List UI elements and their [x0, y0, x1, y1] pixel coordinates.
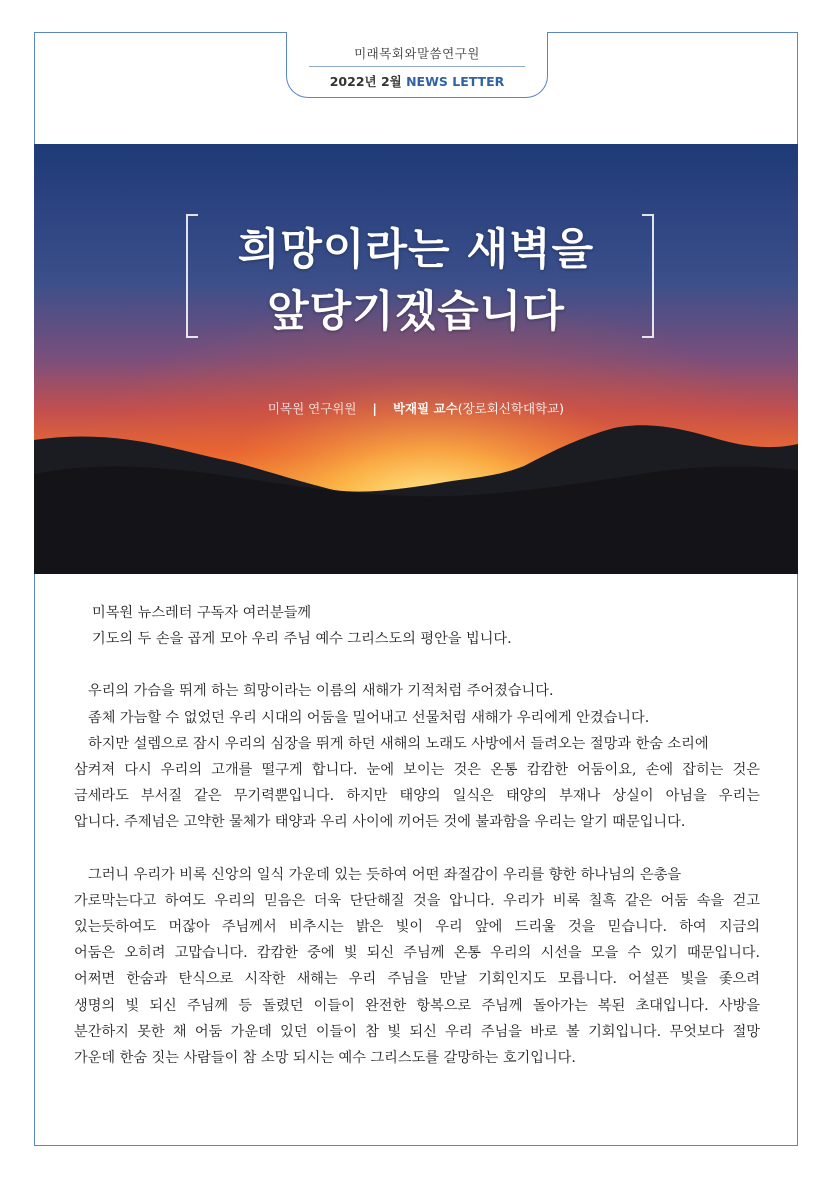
author-name: 박재필 교수: [392, 401, 458, 416]
body-line: 좀체 가늠할 수 없었던 우리 시대의 어둠을 밀어내고 선물처럼 새해가 우리에게 안겼습니다.: [88, 709, 650, 726]
body-line: 생명의 빛 되신 주님께 등 돌렸던 이들이 완전한 항복으로 주님께 돌아가는 복된 초대입니다. 사방을: [74, 997, 760, 1014]
greeting-paragraph: [88, 600, 760, 652]
body-line: 있는듯하여도 머잖아 주님께서 비추시는 밝은 빛이 우리 앞에 드리울 것을 믿습니다. 하여 지금의: [74, 919, 760, 936]
hero-banner: [34, 144, 798, 574]
body-line: 기도의 두 손을 곱게 모아 우리 주님 예수 그리스도의 평안을 빕니다.: [92, 631, 512, 648]
paragraph-2: [74, 862, 760, 1072]
body-line: 우리의 가슴을 뛰게 하는 희망이라는 이름의 새해가 기적처럼 주어졌습니다.: [88, 683, 554, 700]
article-body: [74, 600, 760, 1071]
body-line: 어둠은 오히려 고맙습니다. 캄캄한 중에 빛 되신 주님께 온통 우리의 시선을 모을 수 있기 때문입니다.: [74, 945, 760, 962]
body-line: 가운데 한숨 짓는 사람들이 참 소망 되시는 예수 그리스도를 갈망하는 호기입니다.: [74, 1050, 576, 1067]
author-affiliation: (장로회신학대학교): [457, 401, 565, 416]
author-role: 미목원 연구위원: [267, 401, 357, 416]
issue-label: NEWS LETTER: [406, 74, 505, 89]
body-line: 분간하지 못한 채 어둠 가운데 있던 이들이 참 빛 되신 우리 주님을 바로 볼 기회입니다. 무엇보다 절망: [74, 1023, 760, 1040]
article-title-line1: 희망이라는 새벽을: [237, 225, 595, 275]
issue-line: [287, 72, 547, 90]
body-line: 압니다. 주제넘은 고약한 물체가 태양과 우리 사이에 끼어든 것에 불과함을 우리는 알기 때문입니다.: [74, 814, 686, 831]
author-byline: [34, 399, 798, 417]
body-line: 삼켜져 다시 우리의 고개를 떨구게 합니다. 눈에 보이는 것은 온통 캄캄한 어둠이요, 손에 잡히는 것은: [74, 762, 760, 779]
sunset-mountain-image: [34, 144, 798, 574]
body-line: 미목원 뉴스레터 구독자 여러분들께: [92, 605, 312, 621]
body-line: 하지만 설렘으로 잠시 우리의 심장을 뛰게 하던 새해의 노래도 사방에서 들려오는 절망과 한숨 소리에: [88, 735, 709, 752]
body-line: 가로막는다고 하여도 우리의 믿음은 더욱 단단해질 것을 압니다. 우리가 비록 칠흑 같은 어둠 속을 걷고: [74, 892, 760, 909]
issue-date: 2022년 2월: [329, 74, 402, 89]
newsletter-header-tab: [286, 32, 548, 98]
byline-separator: |: [372, 401, 377, 416]
paragraph-1: [74, 678, 760, 835]
header-divider: [309, 66, 525, 67]
article-title-line2: 앞당기겠습니다: [267, 287, 565, 337]
body-line: 어쩌면 한숨과 탄식으로 시작한 새해는 우리 주님을 만날 기회인지도 모릅니다. 어설픈 빛을 좇으려: [74, 971, 760, 988]
body-line: 그러니 우리가 비록 신앙의 일식 가운데 있는 듯하여 어떤 좌절감이 우리를 향한 하나님의 은총을: [88, 866, 682, 883]
organization-name: 미래목회와말씀연구원: [354, 46, 480, 61]
body-line: 금세라도 부서질 같은 무기력뿐입니다. 하지만 태양의 일식은 태양의 부재나 상실이 아님을 우리는: [74, 788, 760, 805]
